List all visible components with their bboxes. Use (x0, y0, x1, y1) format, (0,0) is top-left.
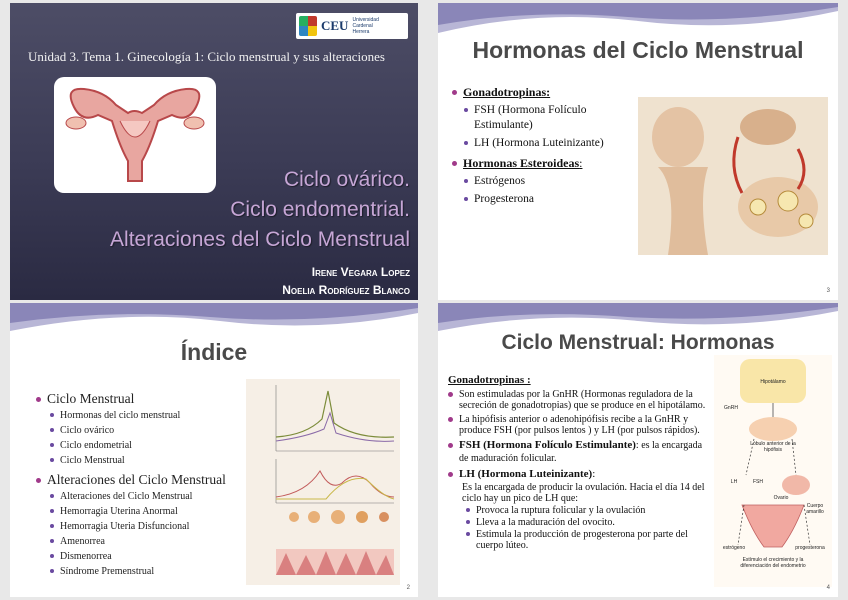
slide-title: Hormonas del Ciclo Menstrual (472, 37, 804, 63)
diagram-label: Estímulo el crecimiento y la diferenciación del endometrio (740, 557, 806, 569)
authors (282, 263, 410, 299)
title-line: Ciclo endomentrial. (230, 198, 410, 221)
slide-ciclo-hormonas (438, 303, 838, 597)
list-item: Hormonas del ciclo menstrual (50, 408, 246, 423)
author-name: Irene Vegara Lopez (311, 265, 410, 279)
lh-label: LH (Hormona Luteinizante) (459, 468, 593, 480)
group-label (452, 156, 632, 171)
list-item: Alteraciones del Ciclo Menstrual (50, 489, 246, 504)
list-item: Amenorrea (50, 534, 246, 549)
list-item: Ciclo Menstrual (50, 453, 246, 468)
menstrual-cycle-chart (246, 379, 400, 585)
diagram-label: progesterona (795, 545, 825, 551)
slide-title: Índice (180, 339, 248, 365)
page-number: 3 (826, 288, 830, 294)
hormone-list (452, 85, 632, 207)
list-item: Provoca la ruptura folicular y la ovulación (466, 505, 710, 516)
slide-title: Ciclo Menstrual: Hormonas (501, 331, 775, 354)
list-item: FSH (Hormona Folículo Estimulante) (464, 103, 632, 133)
list-item: Ciclo endometrial (50, 438, 246, 453)
fsh-item (448, 439, 710, 465)
section-label: Alteraciones del Ciclo Menstrual (36, 471, 246, 489)
diagram-label: LH (730, 479, 738, 485)
hormone-illustration (638, 97, 828, 255)
title-line: Ciclo ovárico. (283, 168, 410, 191)
logo-subtitle: Universidad Cardenal Herrera (352, 17, 379, 35)
index-list (36, 387, 246, 579)
diagram-label: Cuerpo amarillo (806, 503, 824, 515)
list-item: Síndrome Premenstrual (50, 564, 246, 579)
diagram-label: GnRH (724, 405, 738, 411)
lh-suffix: : (592, 468, 596, 480)
hormone-text (448, 375, 710, 551)
unit-subtitle: Unidad 3. Tema 1. Ginecología 1: Ciclo menstrual y sus alteraciones (28, 49, 385, 64)
diagram-label: FSH (753, 479, 763, 485)
list-item: Lleva a la maduración del ovocito. (466, 517, 710, 528)
list-item: Estrógenos (464, 174, 632, 189)
logo-name: CEU (321, 18, 349, 33)
list-item: Hemorragia Uterina Anormal (50, 504, 246, 519)
header-wave (10, 303, 418, 343)
list-item: Hemorragia Uteria Disfuncional (50, 519, 246, 534)
list-item: LH (Hormona Luteinizante) (464, 136, 632, 151)
list-item: Son estimuladas por la GnHR (Hormonas reguladora de la secreción de gonadotropias) que se produce en el hipotálamo. (448, 389, 710, 411)
slide-indice (10, 303, 418, 597)
group-label-suffix: : (579, 156, 583, 170)
diagram-label: Hipotálamo (760, 379, 786, 385)
page-number: 2 (406, 585, 410, 591)
fsh-text: : es la encargada de maduración folicular. (459, 440, 703, 464)
lh-item (448, 468, 710, 481)
title-block (110, 165, 410, 255)
author-name: Noelia Rodríguez Blanco (282, 283, 410, 297)
section-heading: Gonadotropinas : (448, 374, 531, 386)
title-line: Alteraciones del Ciclo Menstrual (110, 228, 410, 251)
group-label: Gonadotropinas: (452, 85, 632, 100)
ceu-logo (296, 13, 408, 39)
hormone-axis-diagram (714, 355, 832, 587)
slide-hormonas (438, 3, 838, 300)
university-crest-icon (299, 16, 317, 36)
diagram-label: Ovario (773, 495, 789, 501)
list-item: Ciclo ovárico (50, 423, 246, 438)
list-item: Estimula la producción de progesterona por parte del cuerpo lúteo. (466, 529, 710, 551)
section-label: Ciclo Menstrual (36, 390, 246, 408)
fsh-label: FSH (Hormona Folículo Estimulante) (459, 439, 636, 451)
diagram-label: Lóbulo anterior de la hipófisis (750, 441, 796, 453)
list-item: La hipófisis anterior o adenohipófisis recibe a la GnHR y produce FSH (por pulsos lentos ) y LH (por pulsos rápidos). (448, 414, 710, 436)
diagram-label: estrógeno (722, 545, 746, 551)
list-item: Progesterona (464, 192, 632, 207)
slide-title (10, 3, 418, 300)
list-item: Dismenorrea (50, 549, 246, 564)
group-label-text: Hormonas Esteroideas (463, 156, 580, 170)
page-number: 4 (826, 585, 830, 591)
lh-description: Es la encargada de producir la ovulación. Hacia el día 14 del ciclo hay un pico de LH que: (462, 482, 705, 504)
